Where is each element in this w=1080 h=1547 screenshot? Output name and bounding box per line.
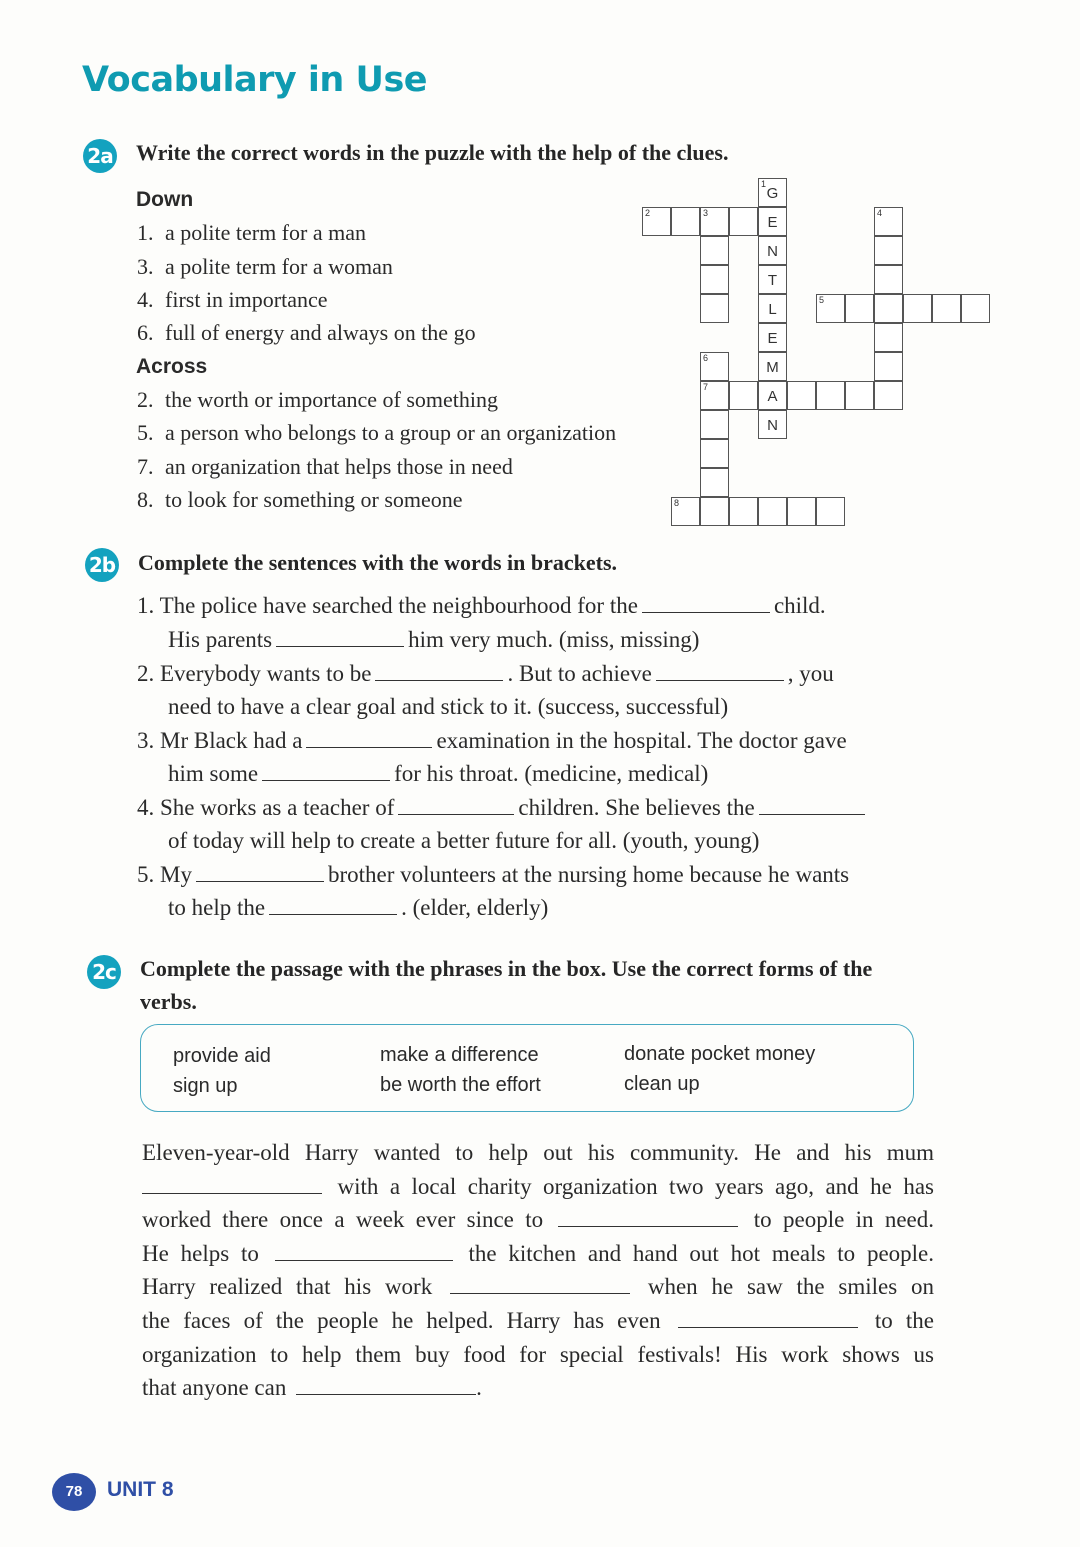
sentence-line: 2. Everybody wants to be . But to achieve , you xyxy=(137,661,834,686)
sentence-line: 3. Mr Black had a examination in the hospital. The doctor gave xyxy=(137,728,847,753)
answer-blank[interactable] xyxy=(759,796,865,815)
down-clue: 3. a polite term for a woman xyxy=(137,254,393,279)
crossword-cell[interactable]: 3 xyxy=(700,207,729,236)
passage-line: He helps to the kitchen and hand out hot meals to people. xyxy=(142,1240,935,1266)
sentence-line: of today will help to create a better future for all. (youth, young) xyxy=(168,828,760,853)
answer-blank[interactable] xyxy=(678,1309,858,1328)
crossword-cell[interactable]: E xyxy=(758,323,787,352)
crossword-cell[interactable] xyxy=(787,381,816,410)
crossword-cell[interactable] xyxy=(671,207,700,236)
crossword-cell[interactable]: 4 xyxy=(874,207,903,236)
across-heading: Across xyxy=(136,355,208,378)
crossword-cell[interactable]: T xyxy=(758,265,787,294)
answer-blank[interactable] xyxy=(276,628,404,647)
crossword-cell[interactable] xyxy=(700,236,729,265)
sentence-line: 5. My brother volunteers at the nursing home because he wants xyxy=(137,862,850,887)
passage-line: that anyone can . xyxy=(142,1375,482,1401)
exercise-badge-2c: 2c xyxy=(87,955,121,989)
answer-blank[interactable] xyxy=(375,662,503,681)
passage-line: the faces of the people he helped. Harry has even to the xyxy=(142,1307,934,1333)
down-clue: 6. full of energy and always on the go xyxy=(137,320,476,345)
sentence-line: 4. She works as a teacher of children. She believes the xyxy=(137,791,869,825)
crossword-cell[interactable] xyxy=(700,294,729,323)
item-number: 3. xyxy=(137,728,155,753)
item-number: 1. xyxy=(137,593,155,618)
crossword-cell[interactable] xyxy=(700,410,729,439)
answer-blank[interactable] xyxy=(296,1376,476,1395)
crossword-cell[interactable]: 5 xyxy=(816,294,845,323)
across-clue: 2. the worth or importance of something xyxy=(137,387,498,412)
crossword-cell[interactable] xyxy=(729,497,758,526)
crossword-cell[interactable] xyxy=(961,294,990,323)
phrase-item: sign up xyxy=(173,1075,238,1097)
crossword-cell[interactable] xyxy=(700,439,729,468)
crossword-cell[interactable]: N xyxy=(758,410,787,439)
sentence-line: him some for his throat. (medicine, medical) xyxy=(168,761,709,786)
unit-label: UNIT 8 xyxy=(107,1478,174,1501)
exercise-2a-instruction: Write the correct words in the puzzle with the help of the clues. xyxy=(136,140,729,165)
sentence-line: His parents him very much. (miss, missing) xyxy=(168,627,700,652)
crossword-cell[interactable]: 7 xyxy=(700,381,729,410)
crossword-cell[interactable] xyxy=(816,381,845,410)
down-clue: 1. a polite term for a man xyxy=(137,220,366,245)
crossword-cell[interactable]: 8 xyxy=(671,497,700,526)
phrase-item: be worth the effort xyxy=(380,1074,541,1096)
phrase-item: clean up xyxy=(624,1073,700,1095)
crossword-cell[interactable]: 2 xyxy=(642,207,671,236)
answer-blank[interactable] xyxy=(196,863,324,882)
crossword-cell[interactable]: 6 xyxy=(700,352,729,381)
down-clue: 4. first in importance xyxy=(137,287,328,312)
exercise-2c-instruction-cont: verbs. xyxy=(140,989,197,1014)
crossword-cell[interactable] xyxy=(874,236,903,265)
answer-blank[interactable] xyxy=(275,1242,453,1261)
crossword-cell[interactable] xyxy=(874,265,903,294)
item-number: 2. xyxy=(137,661,155,686)
across-clue: 5. a person who belongs to a group or an organization xyxy=(137,420,617,445)
answer-blank[interactable] xyxy=(450,1275,630,1294)
crossword-cell[interactable] xyxy=(874,352,903,381)
passage-line: Harry realized that his work when he saw the smiles on xyxy=(142,1274,935,1300)
crossword-cell[interactable] xyxy=(729,207,758,236)
crossword-cell[interactable]: M xyxy=(758,352,787,381)
item-number: 4. xyxy=(137,795,155,820)
crossword-cell[interactable]: L xyxy=(758,294,787,323)
crossword-cell[interactable]: N xyxy=(758,236,787,265)
crossword-cell[interactable] xyxy=(874,323,903,352)
sentence-line: need to have a clear goal and stick to it. (success, successful) xyxy=(168,694,729,719)
down-heading: Down xyxy=(136,188,194,211)
passage-line: worked there once a week ever since to to people in need. xyxy=(142,1207,934,1233)
phrase-box xyxy=(140,1024,914,1112)
crossword-cell[interactable] xyxy=(874,381,903,410)
page-number: 78 xyxy=(52,1473,96,1511)
sentence-line: 1. The police have searched the neighbourhood for the child. xyxy=(137,593,826,618)
answer-blank[interactable] xyxy=(656,662,784,681)
crossword-cell[interactable] xyxy=(700,265,729,294)
answer-blank[interactable] xyxy=(642,594,770,613)
crossword-cell[interactable] xyxy=(758,497,787,526)
crossword-cell[interactable] xyxy=(700,468,729,497)
crossword-cell[interactable] xyxy=(845,294,874,323)
across-clue: 7. an organization that helps those in need xyxy=(137,454,513,479)
passage-line: organization to help them buy food for special festivals! His work shows us xyxy=(142,1341,934,1367)
item-number: 5. xyxy=(137,862,155,887)
exercise-badge-2a: 2a xyxy=(83,139,117,173)
answer-blank[interactable] xyxy=(142,1175,322,1194)
crossword-cell[interactable] xyxy=(845,381,874,410)
passage-line: with a local charity organization two years ago, and he has xyxy=(142,1170,934,1204)
exercise-badge-2b: 2b xyxy=(85,548,119,582)
crossword-cell[interactable]: A xyxy=(758,381,787,410)
exercise-2c-instruction: Complete the passage with the phrases in the box. Use the correct forms of the xyxy=(140,956,873,981)
answer-blank[interactable] xyxy=(269,896,397,915)
passage xyxy=(142,1136,934,1405)
sentence-line: to help the . (elder, elderly) xyxy=(168,895,549,920)
crossword-cell[interactable] xyxy=(729,381,758,410)
page-title: Vocabulary in Use xyxy=(82,60,428,100)
answer-blank[interactable] xyxy=(558,1208,738,1227)
crossword-cell[interactable] xyxy=(932,294,961,323)
crossword-cell[interactable] xyxy=(816,497,845,526)
crossword-cell[interactable] xyxy=(874,294,903,323)
exercise-2b-instruction: Complete the sentences with the words in brackets. xyxy=(138,550,618,575)
crossword-cell[interactable] xyxy=(787,497,816,526)
answer-blank[interactable] xyxy=(398,796,514,815)
phrase-item: provide aid xyxy=(173,1045,271,1067)
passage-line: Eleven-year-old Harry wanted to help out his community. He and his mum xyxy=(142,1140,934,1165)
phrase-item: make a difference xyxy=(380,1044,539,1066)
crossword-cell[interactable]: E xyxy=(758,207,787,236)
answer-blank[interactable] xyxy=(262,762,390,781)
crossword-cell[interactable] xyxy=(903,294,932,323)
crossword-cell[interactable] xyxy=(700,497,729,526)
crossword-cell[interactable]: 1 G xyxy=(758,178,787,207)
answer-blank[interactable] xyxy=(306,729,432,748)
across-clue: 8. to look for something or someone xyxy=(137,487,463,512)
phrase-item: donate pocket money xyxy=(624,1043,816,1065)
